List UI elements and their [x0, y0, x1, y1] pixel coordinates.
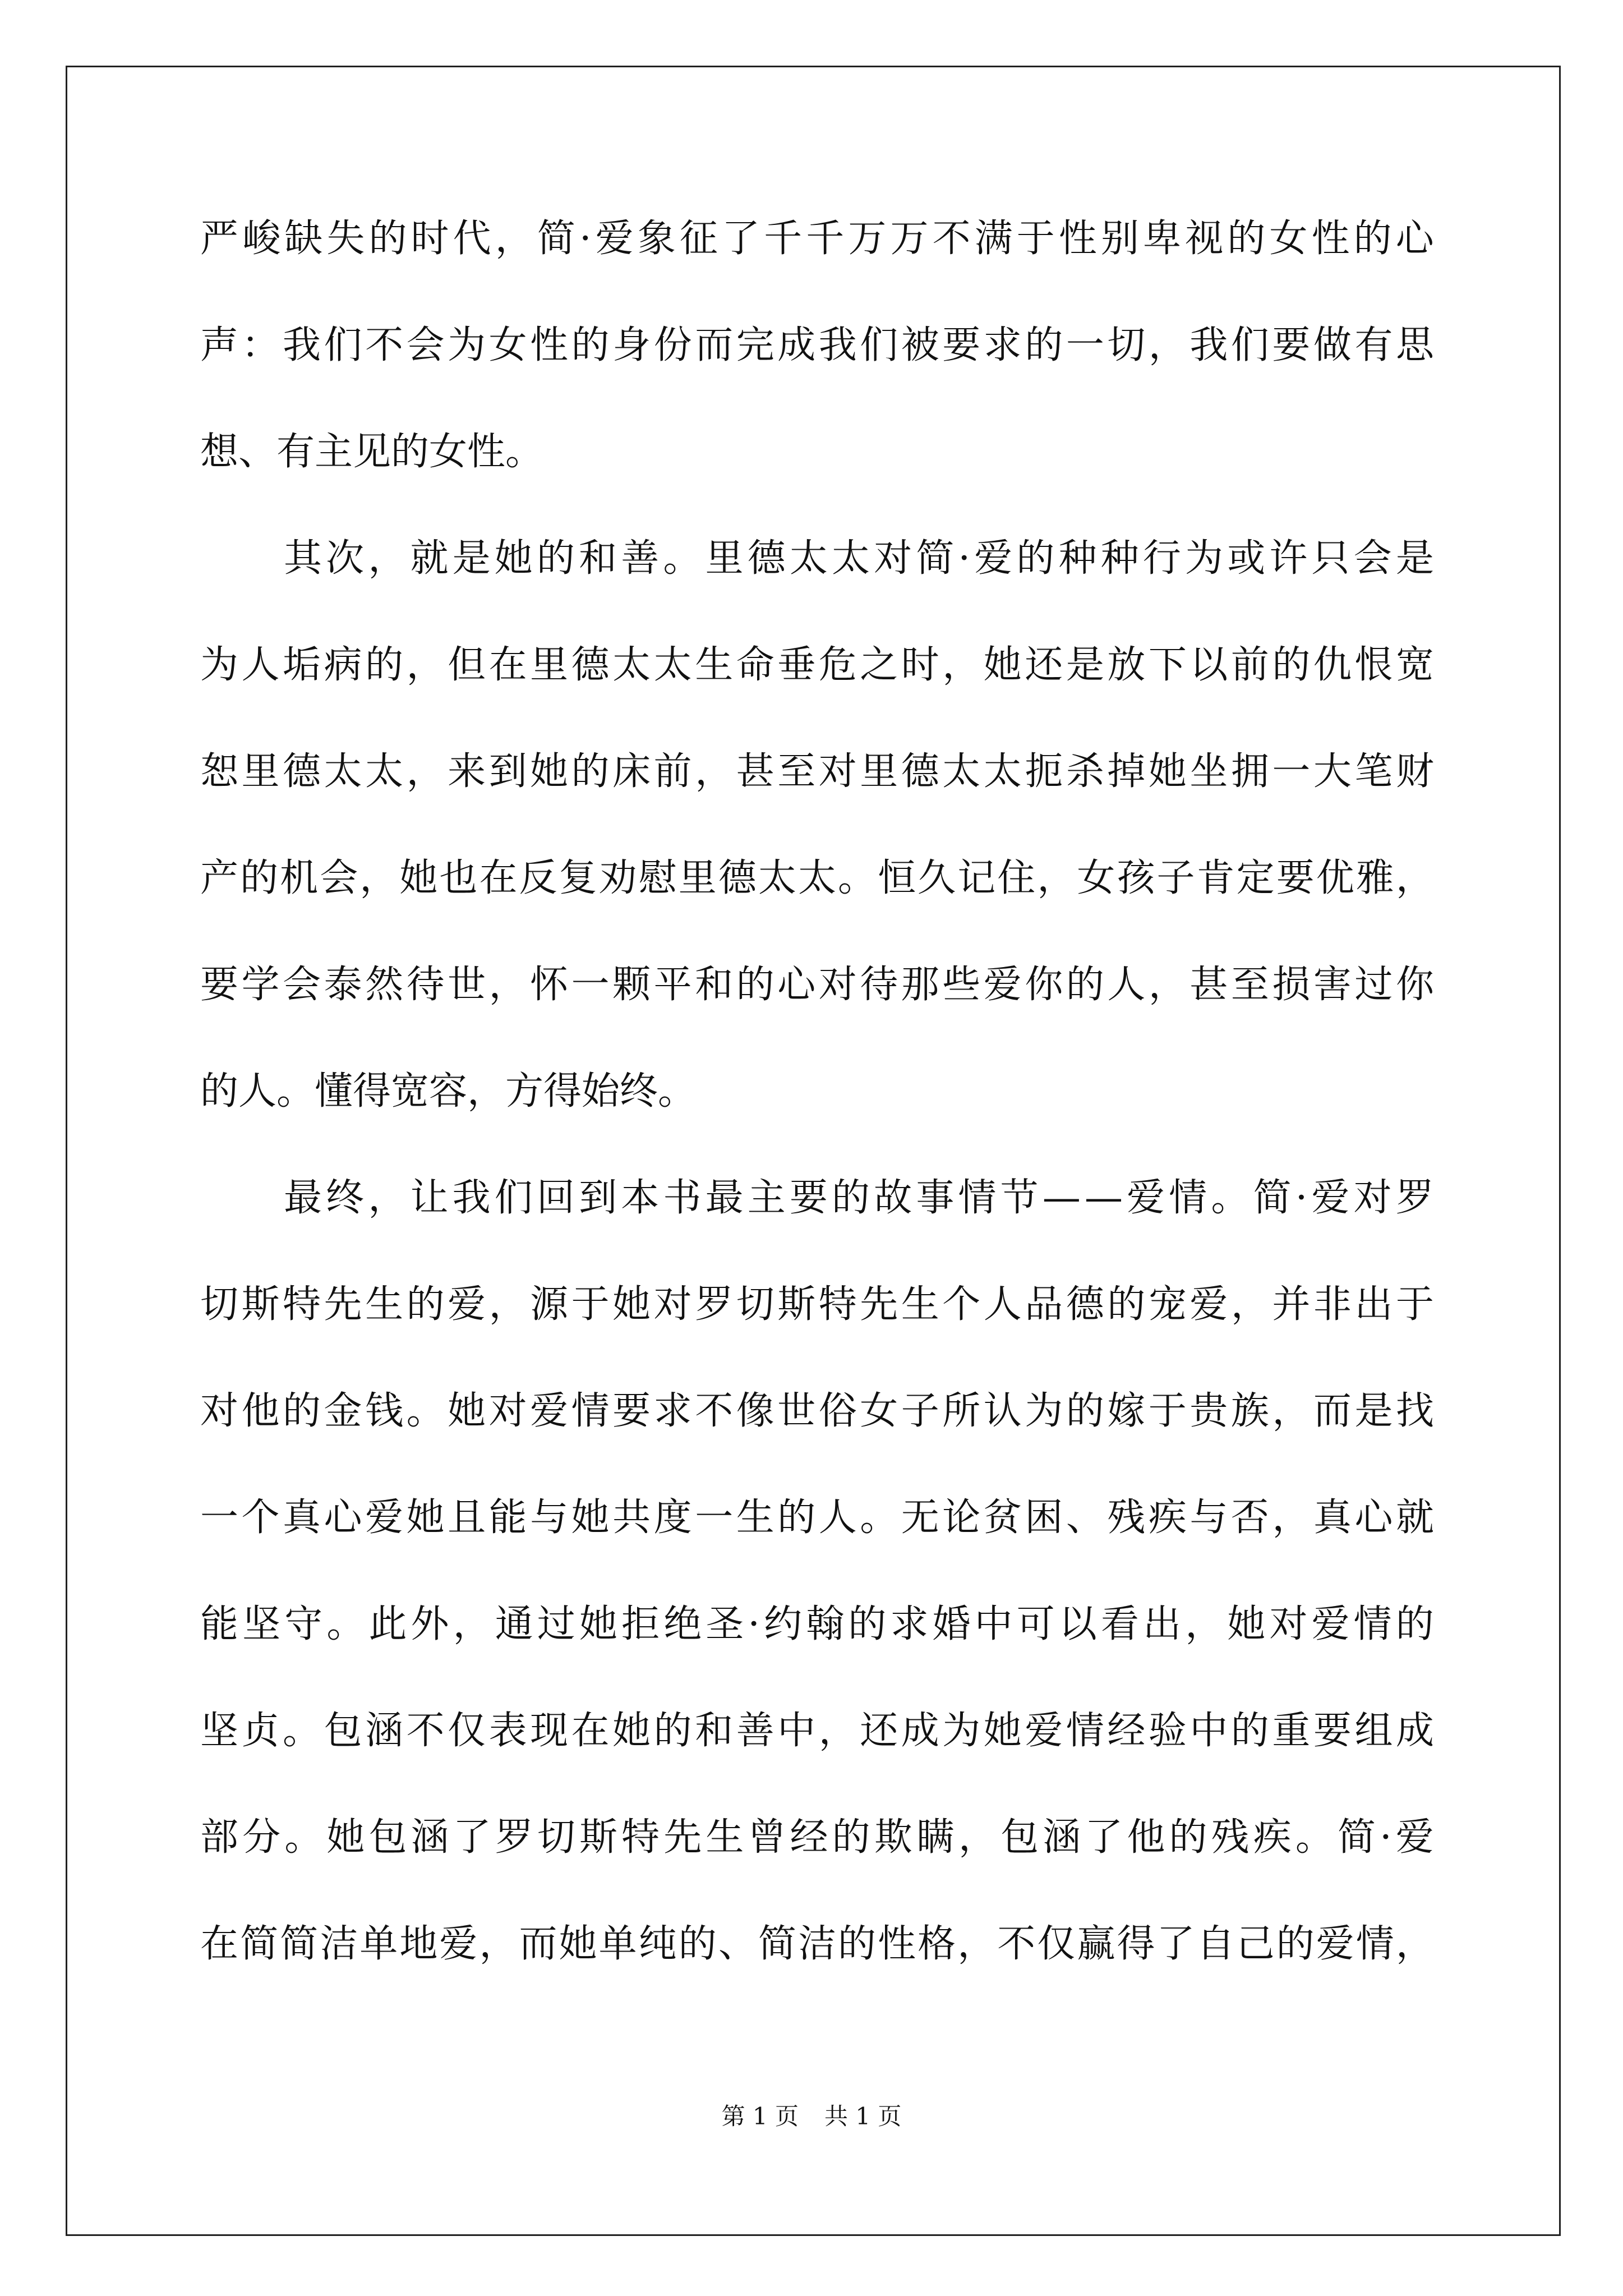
text-line: 其 次 ， 就 是 她 的 和 善 。 里 德 太 太 对 简 · 爱 的 种 种 行 为 或 许 只 会 是	[284, 536, 1434, 581]
text-line: 最 终 ， 让 我 们 回 到 本 书 最 主 要 的 故 事 情 节 — — 爱 情 。 简 · 爱 对 罗	[284, 1176, 1434, 1220]
page-total: 共 1 页	[824, 2102, 902, 2130]
text-line: 为 人 垢 病 的 ， 但 在 里 德 太 太 生 命 垂 危 之 时 ， 她 还 是 放 下 以 前 的 仇 恨 宽	[200, 643, 1434, 687]
page-footer	[0, 2098, 1623, 2132]
text-line: 要 学 会 泰 然 待 世 ， 怀 一 颗 平 和 的 心 对 待 那 些 爱 你 的 人 ， 甚 至 损 害 过 你	[200, 963, 1434, 1007]
text-line: 部 分 。 她 包 涵 了 罗 切 斯 特 先 生 曾 经 的 欺 瞒 ， 包 涵 了 他 的 残 疾 。 简 · 爱	[200, 1815, 1434, 1860]
text-line: 能 坚 守 。 此 外 ， 通 过 她 拒 绝 圣 · 约 翰 的 求 婚 中 可 以 看 出 ， 她 对 爱 情 的	[200, 1602, 1434, 1646]
text-line: 严 峻 缺 失 的 时 代 ， 简 · 爱 象 征 了 千 千 万 万 不 满 于 性 别 卑 视 的 女 性 的 心	[200, 217, 1434, 261]
text-line: 切 斯 特 先 生 的 爱 ， 源 于 她 对 罗 切 斯 特 先 生 个 人 品 德 的 宠 爱 ， 并 非 出 于	[200, 1282, 1434, 1327]
text-line: 想、有主见的女性。	[200, 430, 544, 474]
document-body	[200, 217, 1434, 2032]
text-line: 在 简 简 洁 单 地 爱 ， 而 她 单 纯 的 、 简 洁 的 性 格 ， 不 仅 赢 得 了 自 己 的 爱 情 ，	[200, 1922, 1434, 1966]
text-line: 声 ： 我 们 不 会 为 女 性 的 身 份 而 完 成 我 们 被 要 求 的 一 切 ， 我 们 要 做 有 思	[200, 323, 1434, 367]
page-number: 第 1 页	[721, 2102, 799, 2130]
text-line: 一 个 真 心 爱 她 且 能 与 她 共 度 一 生 的 人 。 无 论 贫 困 、 残 疾 与 否 ， 真 心 就	[200, 1496, 1434, 1540]
text-line: 对 他 的 金 钱 。 她 对 爱 情 要 求 不 像 世 俗 女 子 所 认 为 的 嫁 于 贵 族 ， 而 是 找	[200, 1389, 1434, 1433]
text-line: 坚 贞 。 包 涵 不 仅 表 现 在 她 的 和 善 中 ， 还 成 为 她 爱 情 经 验 中 的 重 要 组 成	[200, 1709, 1434, 1753]
text-line: 产 的 机 会 ， 她 也 在 反 复 劝 慰 里 德 太 太 。 恒 久 记 住 ， 女 孩 子 肯 定 要 优 雅 ，	[200, 856, 1434, 900]
text-line: 的人。懂得宽容，方得始终。	[200, 1069, 697, 1114]
text-line: 恕 里 德 太 太 ， 来 到 她 的 床 前 ， 甚 至 对 里 德 太 太 扼 杀 掉 她 坐 拥 一 大 笔 财	[200, 749, 1434, 794]
